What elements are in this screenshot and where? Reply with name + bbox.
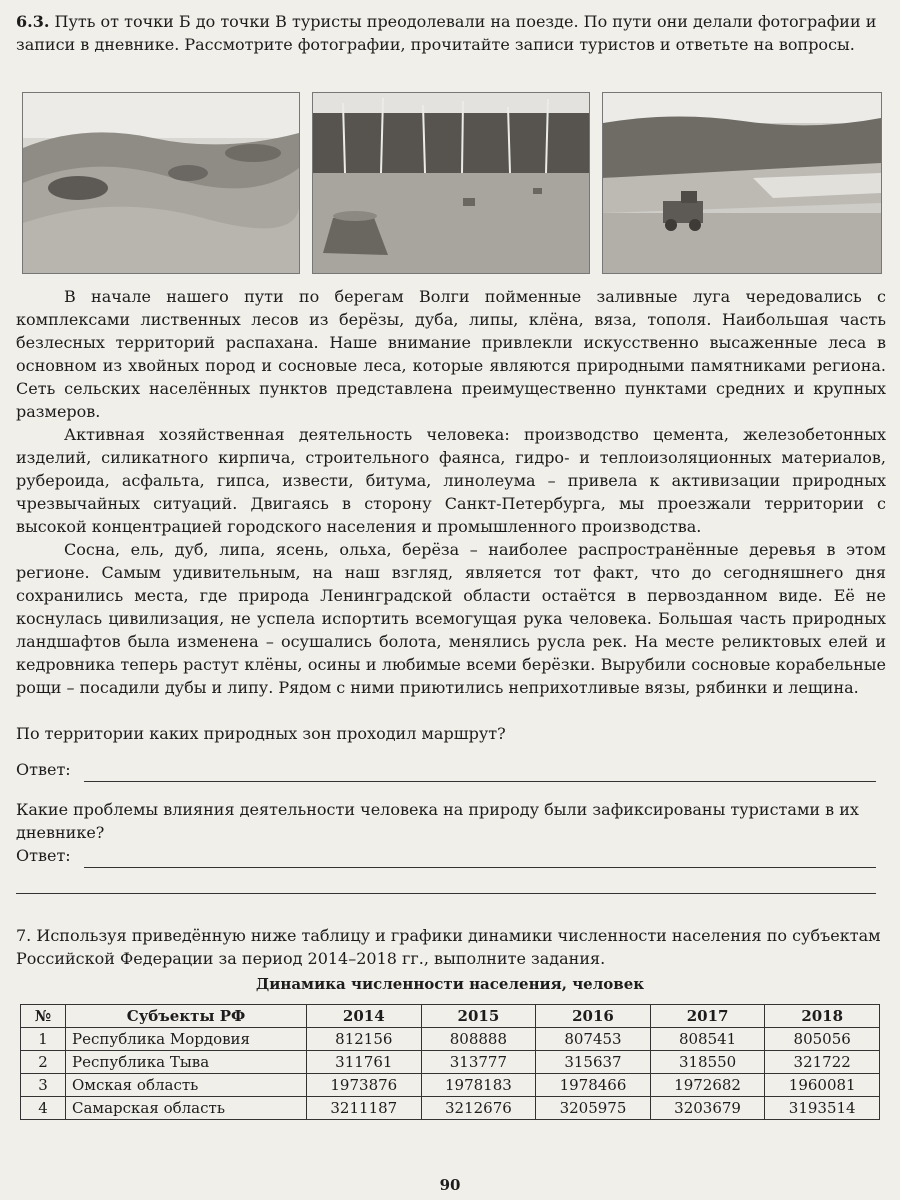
task-7-number: 7.	[16, 926, 32, 945]
header-number: №	[21, 1005, 66, 1028]
header-2016: 2016	[536, 1005, 651, 1028]
population-table	[20, 1004, 880, 1120]
answer-row-2	[16, 846, 876, 870]
row-2-2016: 315637	[536, 1051, 651, 1074]
table-row	[21, 1074, 880, 1097]
header-2015: 2015	[421, 1005, 536, 1028]
row-1-number: 1	[21, 1028, 66, 1051]
task-7-intro-text: Используя приведённую ниже таблицу и графики динамики численности населения по субъектам Российской Федерации за период 2014–2018 гг., выполните задания.	[16, 926, 881, 968]
row-2-number: 2	[21, 1051, 66, 1074]
row-1-2015: 808888	[421, 1028, 536, 1051]
row-4-2015: 3212676	[421, 1097, 536, 1120]
row-4-2017: 3203679	[650, 1097, 765, 1120]
row-2-2015: 313777	[421, 1051, 536, 1074]
table-title: Динамика численности населения, человек	[255, 975, 645, 993]
row-2-2014: 311761	[307, 1051, 422, 1074]
diary-paragraph-2: Активная хозяйственная деятельность человека: производство цемента, железобетонных изделий, силикатного кирпича, строительного фаянса, гидро- и теплоизоляционных материалов, рубероида, асфальта, гипса, извести, битума, линолеума – привела к активизации природных чрезвычайных ситуаций. Двигаясь в сторону Санкт-Петербурга, мы проезжали территории с высокой концентрацией городского населения и промышленного производства.	[16, 425, 886, 536]
row-3-2015: 1978183	[421, 1074, 536, 1097]
row-4-subject: Самарская область	[66, 1097, 307, 1120]
row-3-2014: 1973876	[307, 1074, 422, 1097]
photo-forest-clearing	[312, 92, 590, 274]
row-2-2017: 318550	[650, 1051, 765, 1074]
row-3-2016: 1978466	[536, 1074, 651, 1097]
photo-meadow-hills	[22, 92, 300, 274]
row-4-2014: 3211187	[307, 1097, 422, 1120]
diary-paragraph-3: Сосна, ель, дуб, липа, ясень, ольха, берёза – наиболее распространённые деревья в этом регионе. Самым удивительным, на наш взгляд, является тот факт, что до сегодняшнего дня сохранились места, где природа Ленинградской области остаётся в первозданном виде. Её не коснулась цивилизация, не успела испортить всемогущая рука человека. Большая часть природных ландшафтов была изменена – осушались болота, менялись русла рек. На месте реликтовых елей и кедровника теперь растут клёны, осины и любимые всеми берёзки. Вырубили сосновые корабельные рощи – посадили дубы и липу. Рядом с ними приютились неприхотливые вязы, рябинки и лещина.	[16, 540, 886, 697]
row-4-2016: 3205975	[536, 1097, 651, 1120]
header-2017: 2017	[650, 1005, 765, 1028]
task-6-3-intro	[16, 10, 886, 56]
row-3-number: 3	[21, 1074, 66, 1097]
row-1-2017: 808541	[650, 1028, 765, 1051]
table-header-row	[21, 1005, 880, 1028]
header-2014: 2014	[307, 1005, 422, 1028]
answer-label-1: Ответ:	[16, 760, 71, 779]
table-row	[21, 1028, 880, 1051]
header-2018: 2018	[765, 1005, 880, 1028]
row-1-subject: Республика Мордовия	[66, 1028, 307, 1051]
answer-line-1[interactable]	[84, 781, 876, 782]
table-row	[21, 1097, 880, 1120]
row-2-subject: Республика Тыва	[66, 1051, 307, 1074]
task-6-3-intro-text: Путь от точки Б до точки В туристы преодолевали на поезде. По пути они делали фотографии и записи в дневнике. Рассмотрите фотографии, прочитайте записи туристов и ответьте на вопросы.	[16, 12, 877, 54]
answer-line-2[interactable]	[84, 867, 876, 868]
row-1-2014: 812156	[307, 1028, 422, 1051]
row-3-subject: Омская область	[66, 1074, 307, 1097]
row-4-2018: 3193514	[765, 1097, 880, 1120]
row-1-2018: 805056	[765, 1028, 880, 1051]
diary-text	[16, 285, 886, 699]
answer-label-2: Ответ:	[16, 846, 71, 865]
task-6-3-number: 6.3.	[16, 12, 50, 31]
diary-paragraph-1: В начале нашего пути по берегам Волги пойменные заливные луга чередовались с комплексами лиственных лесов из берёзы, дуба, липы, клёна, вяза, тополя. Наибольшая часть безлесных территорий распахана. Наше внимание привлекли искусственно высаженные леса в основном из хвойных пород и сосновые леса, которые являются природными памятниками региона. Сеть сельских населённых пунктов представлена преимущественно пунктами средних и крупных размеров.	[16, 287, 886, 421]
row-1-2016: 807453	[536, 1028, 651, 1051]
photo-quarry-excavator	[602, 92, 882, 274]
row-3-2017: 1972682	[650, 1074, 765, 1097]
table-row	[21, 1051, 880, 1074]
question-1: По территории каких природных зон проходил маршрут?	[16, 724, 506, 743]
question-2: Какие проблемы влияния деятельности человека на природу были зафиксированы туристами в их дневнике?	[16, 800, 859, 842]
photo-strip	[22, 92, 882, 272]
task-7-intro	[16, 924, 886, 970]
row-4-number: 4	[21, 1097, 66, 1120]
row-2-2018: 321722	[765, 1051, 880, 1074]
header-subject: Субъекты РФ	[66, 1005, 307, 1028]
row-3-2018: 1960081	[765, 1074, 880, 1097]
answer-line-2-extra[interactable]	[16, 893, 876, 894]
answer-row-1	[16, 760, 876, 784]
page-number: 90	[439, 1176, 461, 1194]
